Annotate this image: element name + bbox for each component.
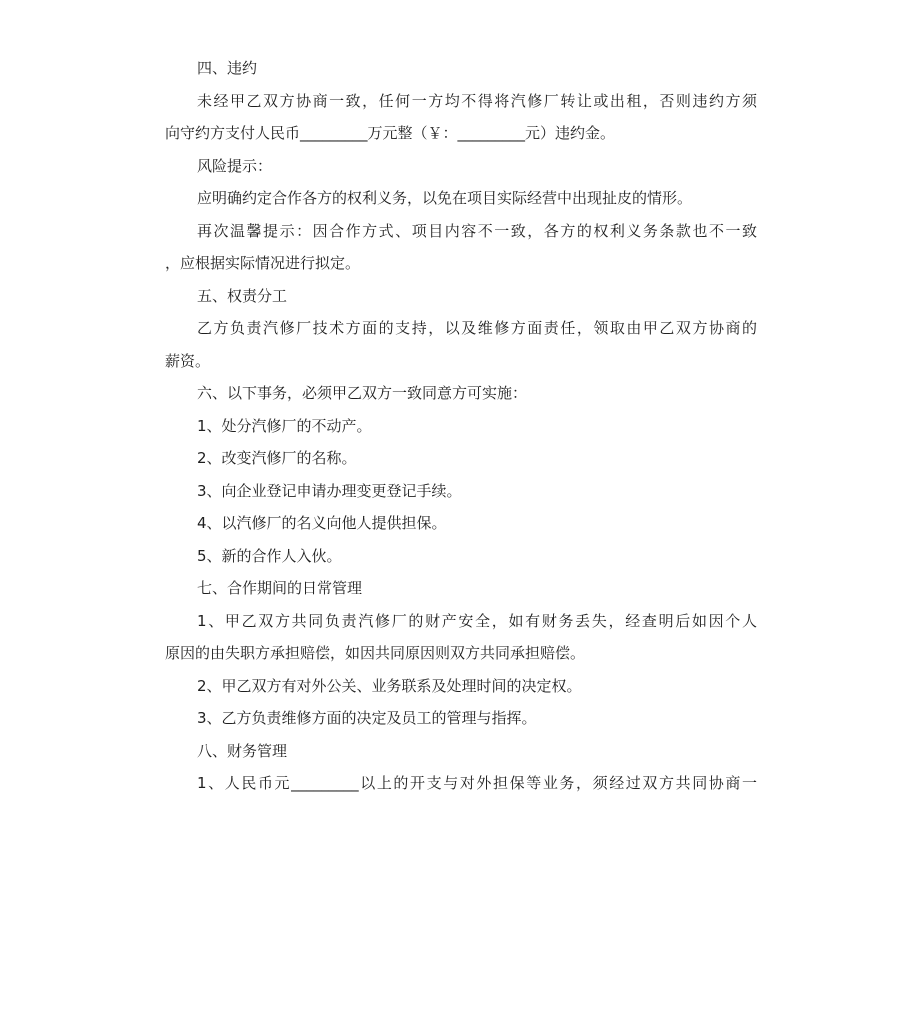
document-line: 风险提示： [197,156,273,175]
document-line: 1、甲乙双方共同负责汽修厂的财产安全，如有财务丢失，经查明后如因个人 [197,611,757,630]
document-line: 薪资。 [165,351,211,370]
document-line: 七、合作期间的日常管理 [197,579,363,597]
document-line: 四、违约 [197,59,258,77]
document-line: 再次温馨提示：因合作方式、项目内容不一致，各方的权利义务条款也不一致 [197,221,757,240]
document-line: 原因的由失职方承担赔偿，如因共同原因则双方共同承担赔偿。 [165,644,586,662]
document-line: 应明确约定合作各方的权利义务，以免在项目实际经营中出现扯皮的情形。 [197,189,693,207]
document-line: 2、甲乙双方有对外公关、业务联系及处理时间的决定权。 [197,676,582,695]
document-line: 八、财务管理 [197,741,288,760]
document-line: 向守约方支付人民币_________万元整（￥：_________元）违约金。 [165,124,616,142]
document-line: 未经甲乙双方协商一致，任何一方均不得将汽修厂转让或出租，否则违约方须 [197,91,757,110]
document-body [165,52,757,800]
document-line: 五、权责分工 [197,286,288,305]
document-line: 4、以汽修厂的名义向他人提供担保。 [197,514,447,532]
document-line: 3、向企业登记申请办理变更登记手续。 [197,481,462,500]
document-line: 1、处分汽修厂的不动产。 [197,416,372,435]
document-line: 3、乙方负责维修方面的决定及员工的管理与指挥。 [197,709,537,727]
document-line: 1、人民币元_________以上的开支与对外担保等业务，须经过双方共同协商一 [197,774,757,792]
document-line: ，应根据实际情况进行拟定。 [165,254,361,272]
document-line: 2、改变汽修厂的名称。 [197,449,357,467]
document-line: 六、以下事务，必须甲乙双方一致同意方可实施： [197,384,528,402]
document-line: 5、新的合作人入伙。 [197,546,342,565]
document-line: 乙方负责汽修厂技术方面的支持，以及维修方面责任，领取由甲乙双方协商的 [197,319,757,337]
